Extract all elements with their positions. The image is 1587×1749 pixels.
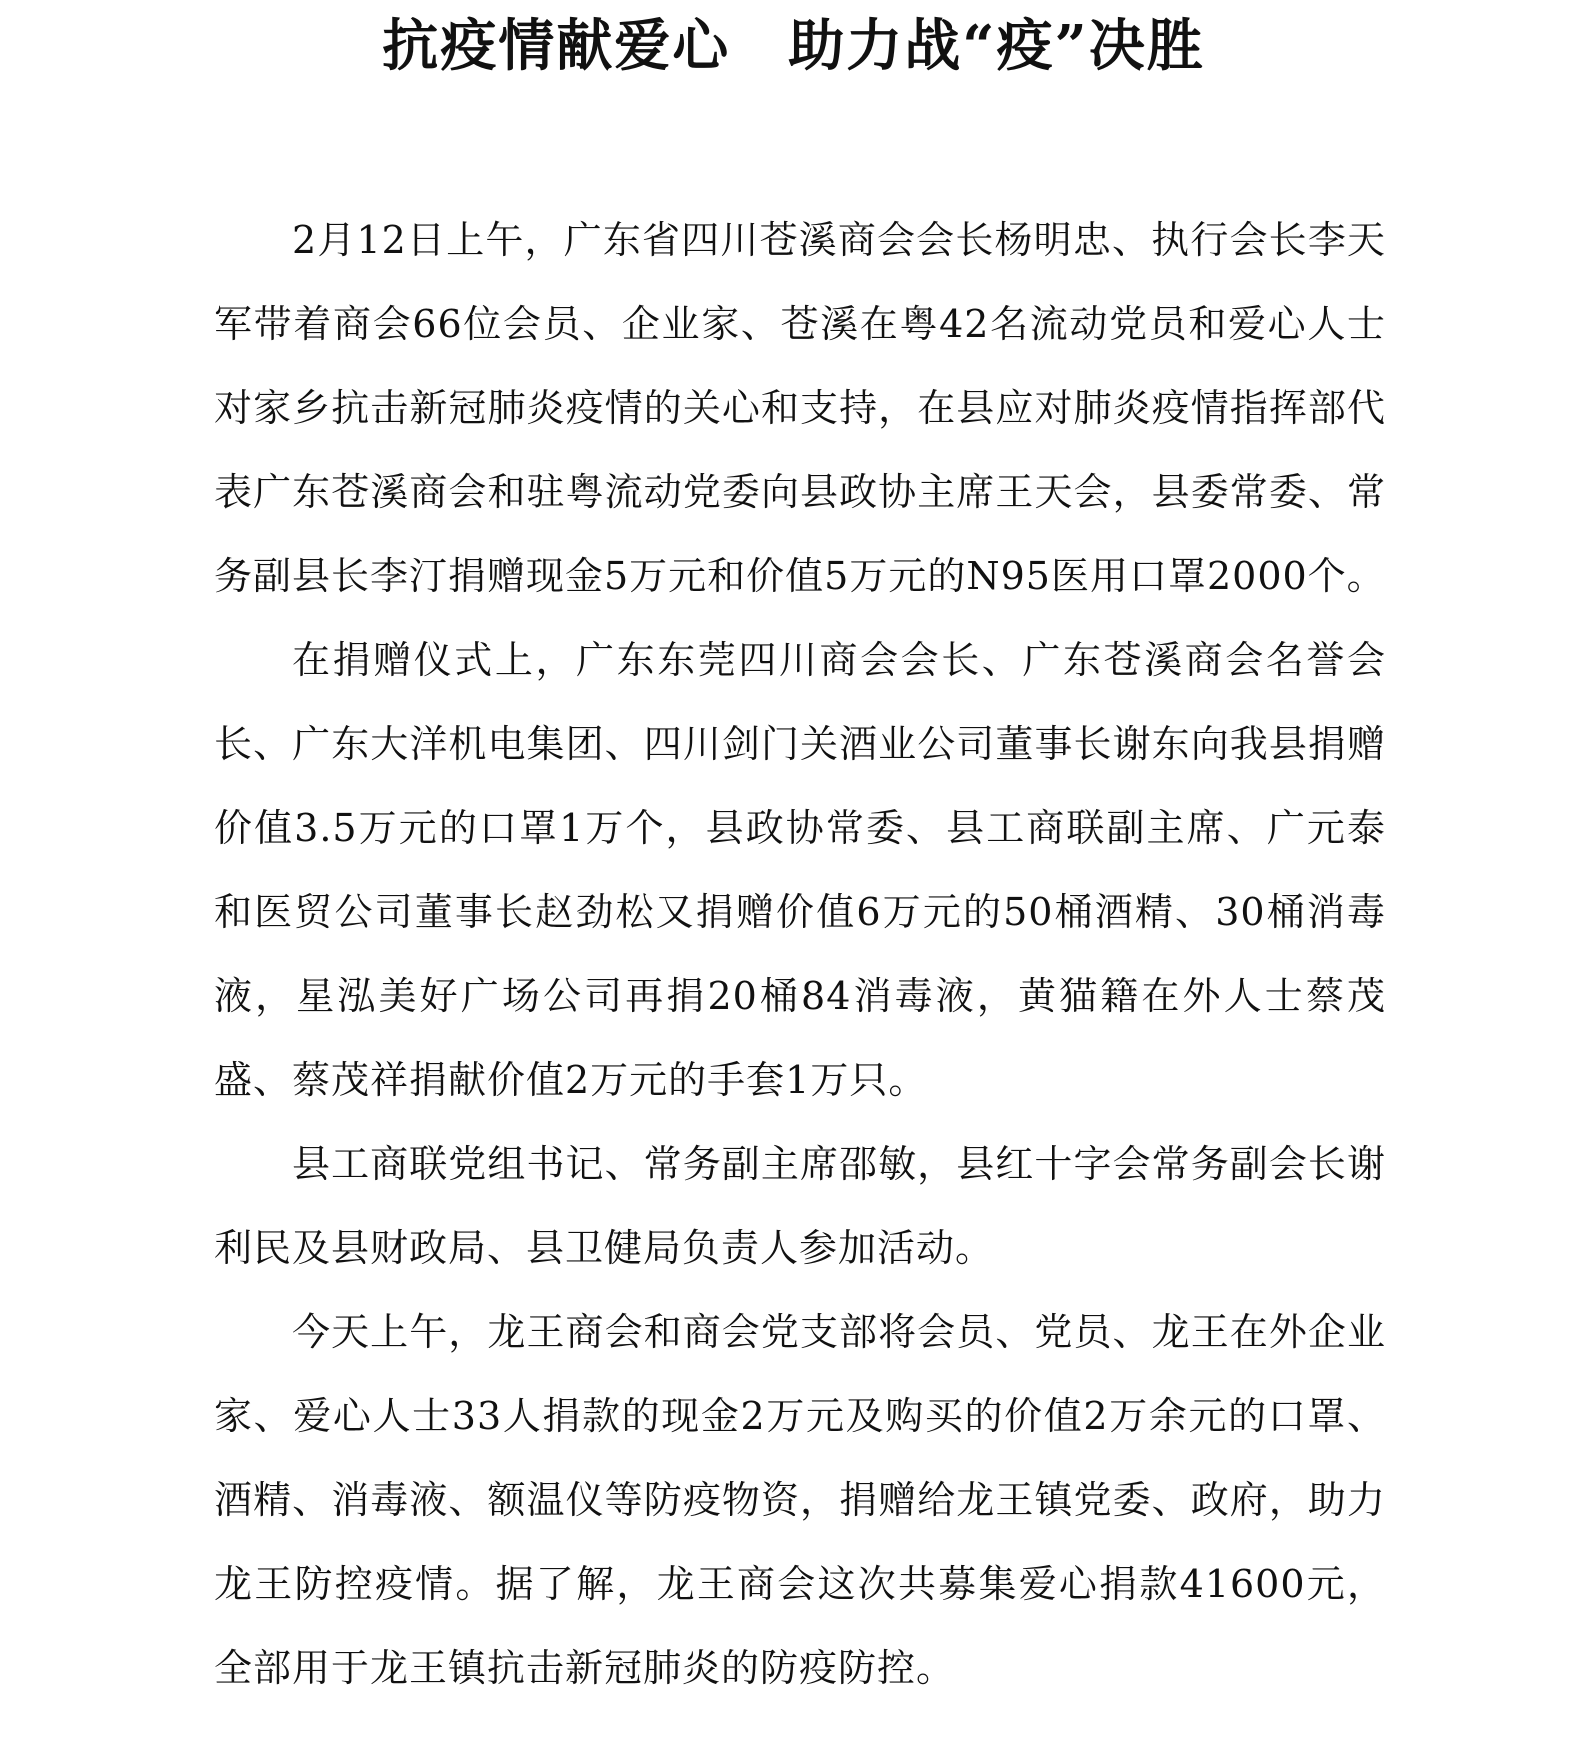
document-body xyxy=(214,198,1386,1710)
paragraph-4: 今天上午，龙王商会和商会党支部将会员、党员、龙王在外企业家、爱心人士33人捐款的现金2万元及购买的价值2万余元的口罩、酒精、消毒液、额温仪等防疫物资，捐赠给龙王镇党委、政府，助力龙王防控疫情。据了解，龙王商会这次共募集爱心捐款41600元，全部用于龙王镇抗击新冠肺炎的防疫防控。 xyxy=(214,1310,1386,1690)
document-title: 抗疫情献爱心 助力战“疫”决胜 xyxy=(382,13,1205,79)
paragraph-2: 在捐赠仪式上，广东东莞四川商会会长、广东苍溪商会名誉会长、广东大洋机电集团、四川剑门关酒业公司董事长谢东向我县捐赠价值3.5万元的口罩1万个，县政协常委、县工商联副主席、广元泰和医贸公司董事长赵劲松又捐赠价值6万元的50桶酒精、30桶消毒液，星泓美好广场公司再捐20桶84消毒液，黄猫籍在外人士蔡茂盛、蔡茂祥捐献价值2万元的手套1万只。 xyxy=(214,638,1386,1102)
paragraph-3: 县工商联党组书记、常务副主席邵敏，县红十字会常务副会长谢利民及县财政局、县卫健局负责人参加活动。 xyxy=(214,1142,1386,1270)
paragraph-1: 2月12日上午，广东省四川苍溪商会会长杨明忠、执行会长李天军带着商会66位会员、企业家、苍溪在粤42名流动党员和爱心人士对家乡抗击新冠肺炎疫情的关心和支持，在县应对肺炎疫情指挥部代表广东苍溪商会和驻粤流动党委向县政协主席王天会，县委常委、常务副县长李汀捐赠现金5万元和价值5万元的N95医用口罩2000个。 xyxy=(214,218,1386,598)
